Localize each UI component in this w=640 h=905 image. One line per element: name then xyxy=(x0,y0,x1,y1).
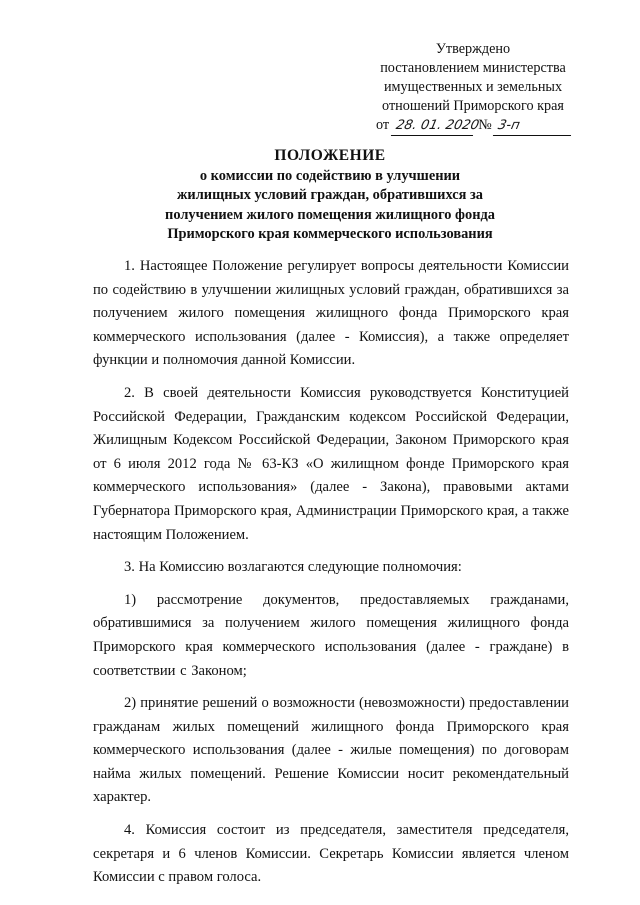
paragraph-3: 3. На Комиссию возлагаются следующие полномочия: xyxy=(124,559,462,576)
approval-line-4: отношений Приморского края xyxy=(382,98,564,114)
approval-date-line xyxy=(368,116,578,136)
handwritten-date: 28. 01. 2020 xyxy=(391,116,477,136)
paragraph-2: 2. В своей деятельности Комиссия руководствуется Конституцией Российской Федерации, Гражданским кодексом Российской Федерации, Жилищным Кодексом Российской Федерации, Законом Приморского края от 6 июля 2012 года № 63-КЗ «О жилищном фонде Приморского края коммерческого использования» (далее - Закона), правовыми актами Губернатора Приморского края, Администрации Приморского края, а также настоящим Положением. xyxy=(93,384,569,543)
date-prefix: от xyxy=(376,117,390,133)
approval-line-1: Утверждено xyxy=(435,41,511,57)
title-sub-2: жилищных условий граждан, обратившихся за xyxy=(176,187,483,203)
handwritten-number: 3-п xyxy=(493,116,575,136)
title-sub-3: получением жилого помещения жилищного фонда xyxy=(165,206,495,223)
title-sub-1: о комиссии по содействию в улучшении xyxy=(199,167,461,184)
paragraph-1: 1. Настоящее Положение регулирует вопросы деятельности Комиссии по содействию в улучшении жилищных условий граждан, обратившихся за получением жилого помещения жилищного фонда Приморского края коммерческого использования (далее - Комиссия), а также определяет функции и полномочия данной Комиссии. xyxy=(93,258,569,369)
approval-line-2: постановлением министерства xyxy=(380,60,566,76)
paragraph-3-item-2: 2) принятие решений о возможности (невозможности) предоставлении гражданам жилых помещений жилищного фонда Приморского края коммерческого использования (далее - жилые помещения) по договорам найма жилых помещений. Решение Комиссии носит рекомендательный характер. xyxy=(93,695,569,806)
approval-line-3: имущественных и земельных xyxy=(383,79,563,95)
title-sub-4: Приморского края коммерческого использования xyxy=(167,226,493,242)
number-sign: № xyxy=(478,117,492,133)
document-body xyxy=(93,255,569,899)
paragraph-4: 4. Комиссия состоит из председателя, заместителя председателя, секретаря и 6 членов Комиссии. Секретарь Комиссии является членом Комиссии с правом голоса. xyxy=(93,822,569,886)
document-title xyxy=(70,146,590,245)
title-main: ПОЛОЖЕНИЕ xyxy=(274,147,386,164)
approval-stamp xyxy=(368,40,578,136)
paragraph-3-item-1: 1) рассмотрение документов, предоставляемых гражданами, обратившимися за получением жилого помещения жилищного фонда Приморского края коммерческого использования (далее - граждане) в соответствии с Законом; xyxy=(93,591,569,679)
